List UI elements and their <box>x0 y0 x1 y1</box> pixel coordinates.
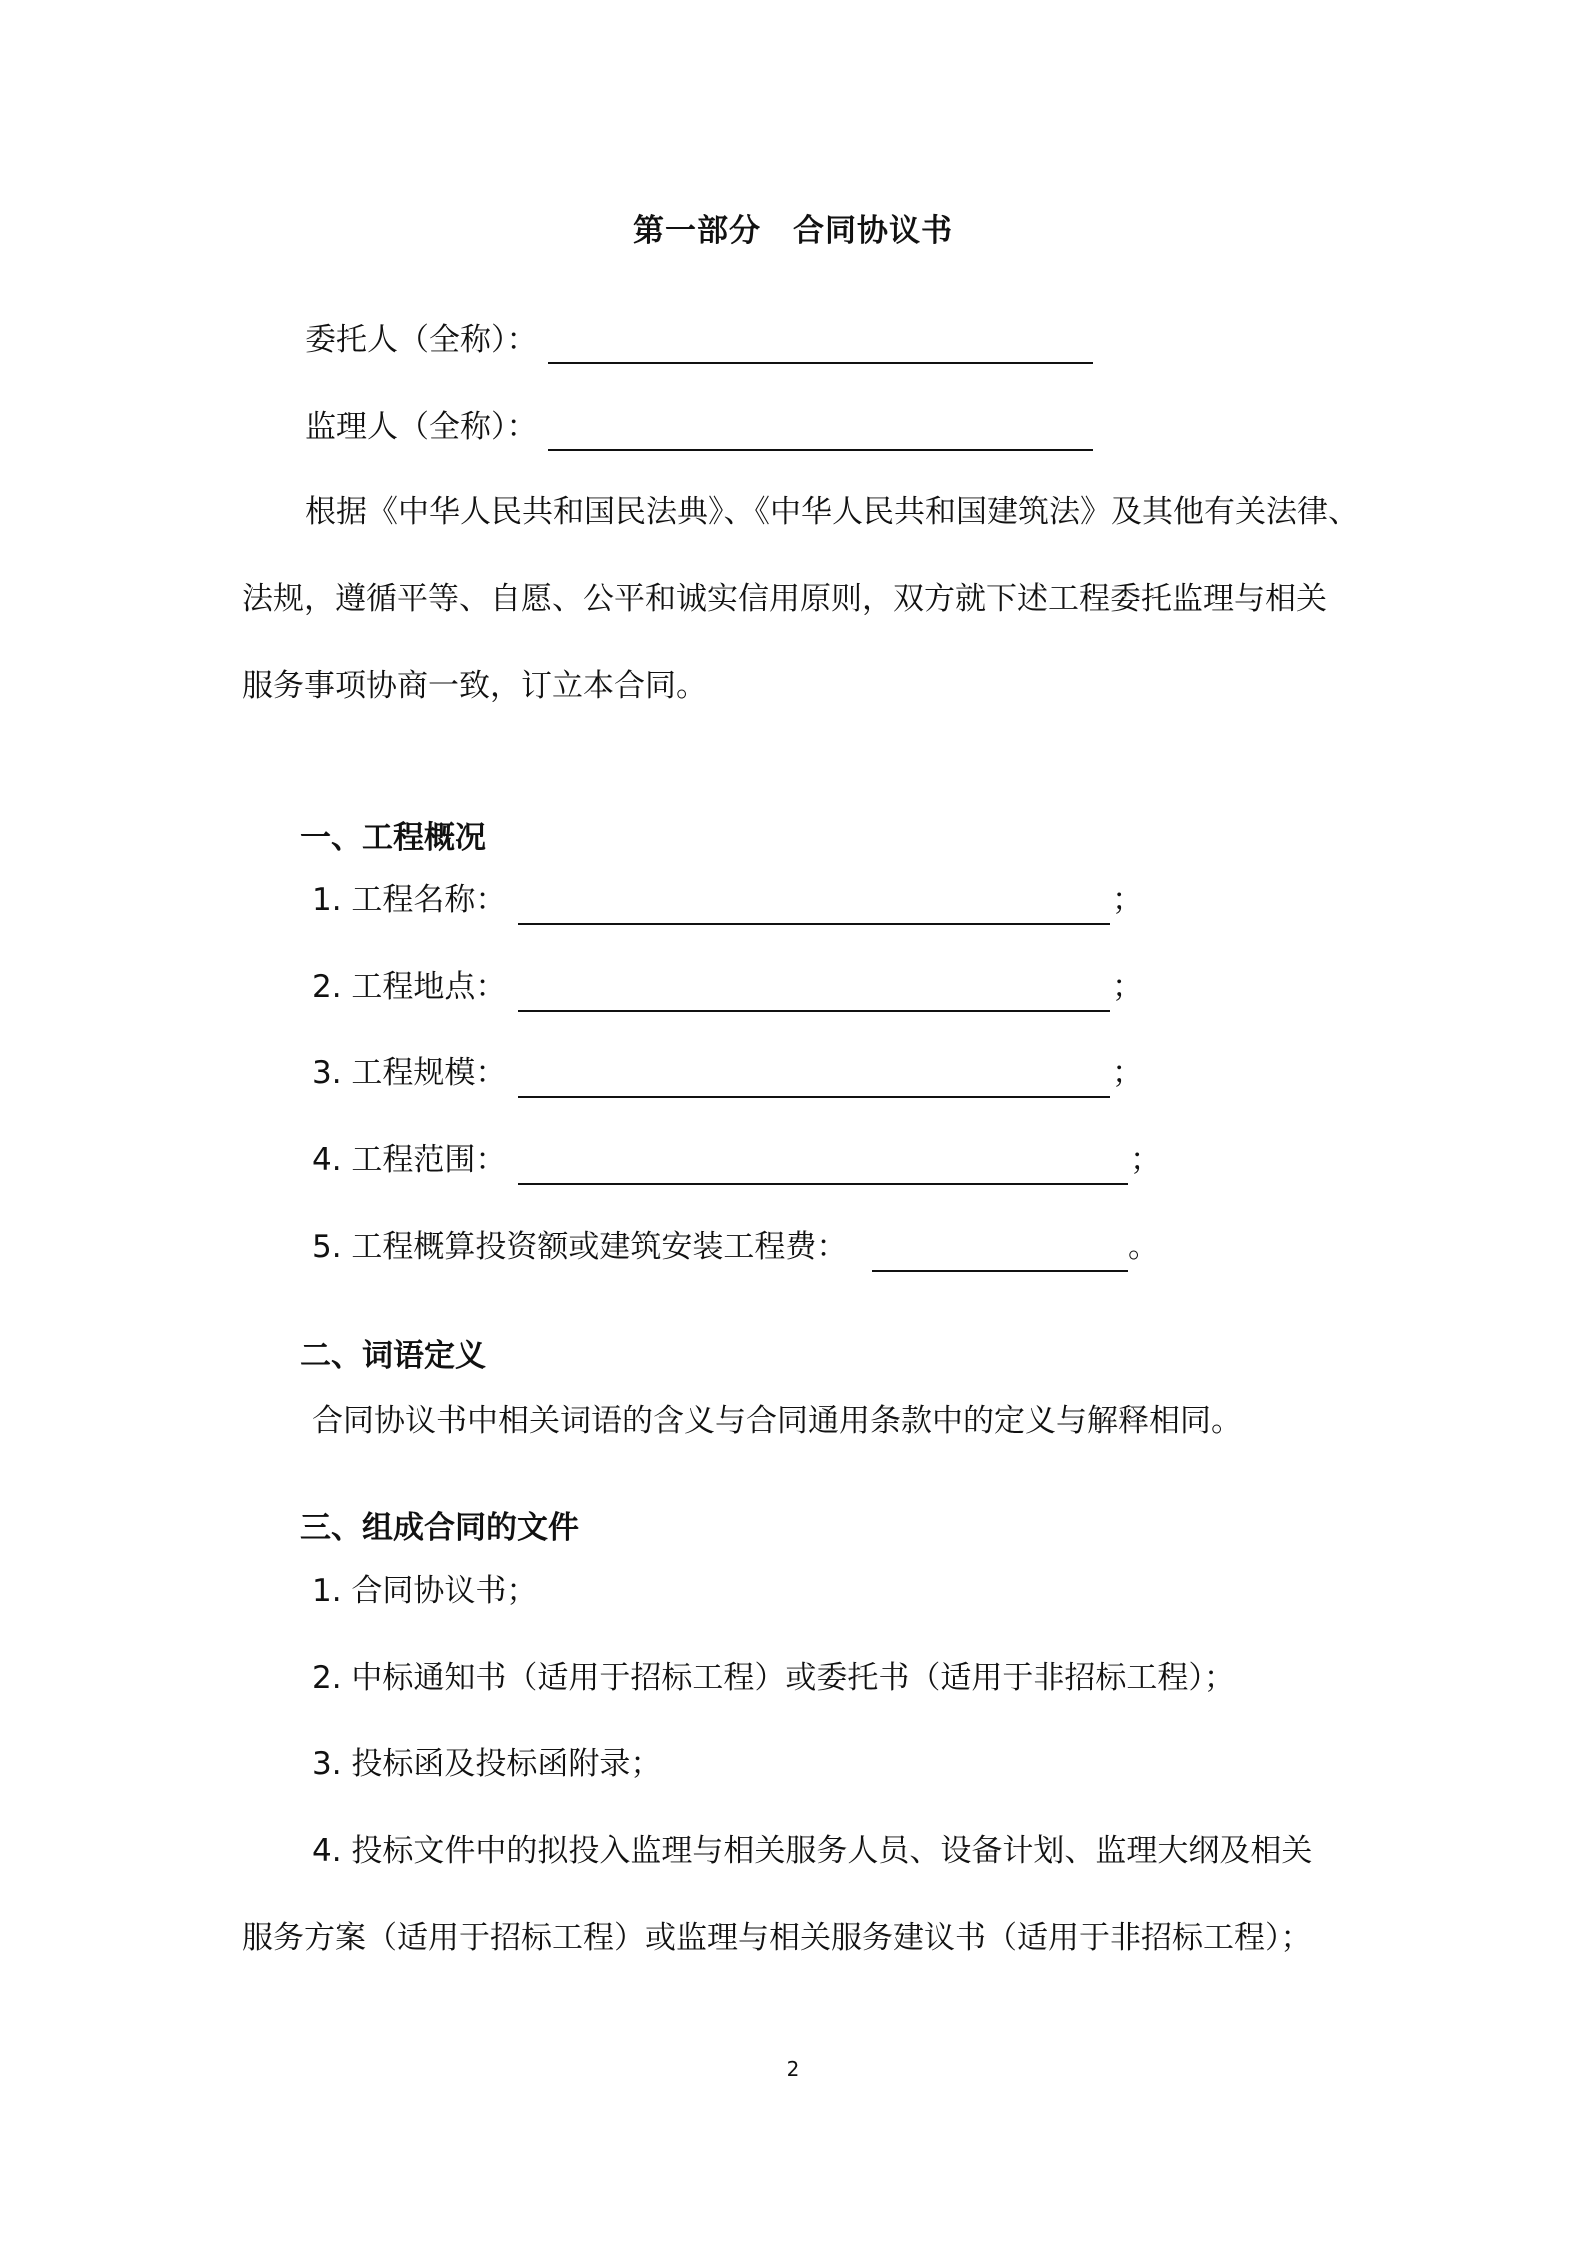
section-2-text: 合同协议书中相关词语的含义与合同通用条款中的定义与解释相同。 <box>312 1403 1242 1439</box>
project-name-blank <box>518 923 1110 925</box>
project-scale-blank <box>518 1096 1110 1098</box>
contract-doc-item-1: 1. 合同协议书； <box>312 1573 538 1609</box>
supervisor-blank <box>548 449 1093 451</box>
project-location-blank <box>518 1010 1110 1012</box>
project-location-end: ； <box>1112 969 1143 1005</box>
project-scope-blank <box>518 1183 1128 1185</box>
project-location-label: 2. 工程地点： <box>312 969 507 1005</box>
project-name-end: ； <box>1112 882 1143 918</box>
contract-doc-item-4-cont: 服务方案（适用于招标工程）或监理与相关服务建议书（适用于非招标工程）； <box>242 1920 1312 1956</box>
section-2-heading: 二、词语定义 <box>300 1338 486 1374</box>
project-scope-label: 4. 工程范围： <box>312 1142 507 1178</box>
project-budget-end: 。 <box>1128 1229 1159 1265</box>
principal-blank <box>548 362 1093 364</box>
page-title: 第一部分 合同协议书 <box>633 213 953 249</box>
intro-line-3: 服务事项协商一致，订立本合同。 <box>242 668 707 704</box>
intro-line-1: 根据《中华人民共和国民法典》、《中华人民共和国建筑法》及其他有关法律、 <box>305 494 1359 530</box>
contract-doc-item-2: 2. 中标通知书（适用于招标工程）或委托书（适用于非招标工程）； <box>312 1660 1235 1696</box>
contract-doc-item-4: 4. 投标文件中的拟投入监理与相关服务人员、设备计划、监理大纲及相关 <box>312 1833 1313 1869</box>
project-scale-label: 3. 工程规模： <box>312 1055 507 1091</box>
contract-doc-item-3: 3. 投标函及投标函附录； <box>312 1746 662 1782</box>
section-3-heading: 三、组成合同的文件 <box>300 1510 579 1546</box>
page-number: 2 <box>786 2057 800 2081</box>
project-budget-blank <box>872 1270 1128 1272</box>
supervisor-label: 监理人（全称）： <box>305 409 538 445</box>
project-scale-end: ； <box>1112 1055 1143 1091</box>
project-budget-label: 5. 工程概算投资额或建筑安装工程费： <box>312 1229 848 1265</box>
project-name-label: 1. 工程名称： <box>312 882 507 918</box>
principal-label: 委托人（全称）： <box>305 322 538 358</box>
project-scope-end: ； <box>1130 1142 1161 1178</box>
intro-line-2: 法规，遵循平等、自愿、公平和诚实信用原则，双方就下述工程委托监理与相关 <box>242 581 1327 617</box>
section-1-heading: 一、工程概况 <box>300 820 486 856</box>
